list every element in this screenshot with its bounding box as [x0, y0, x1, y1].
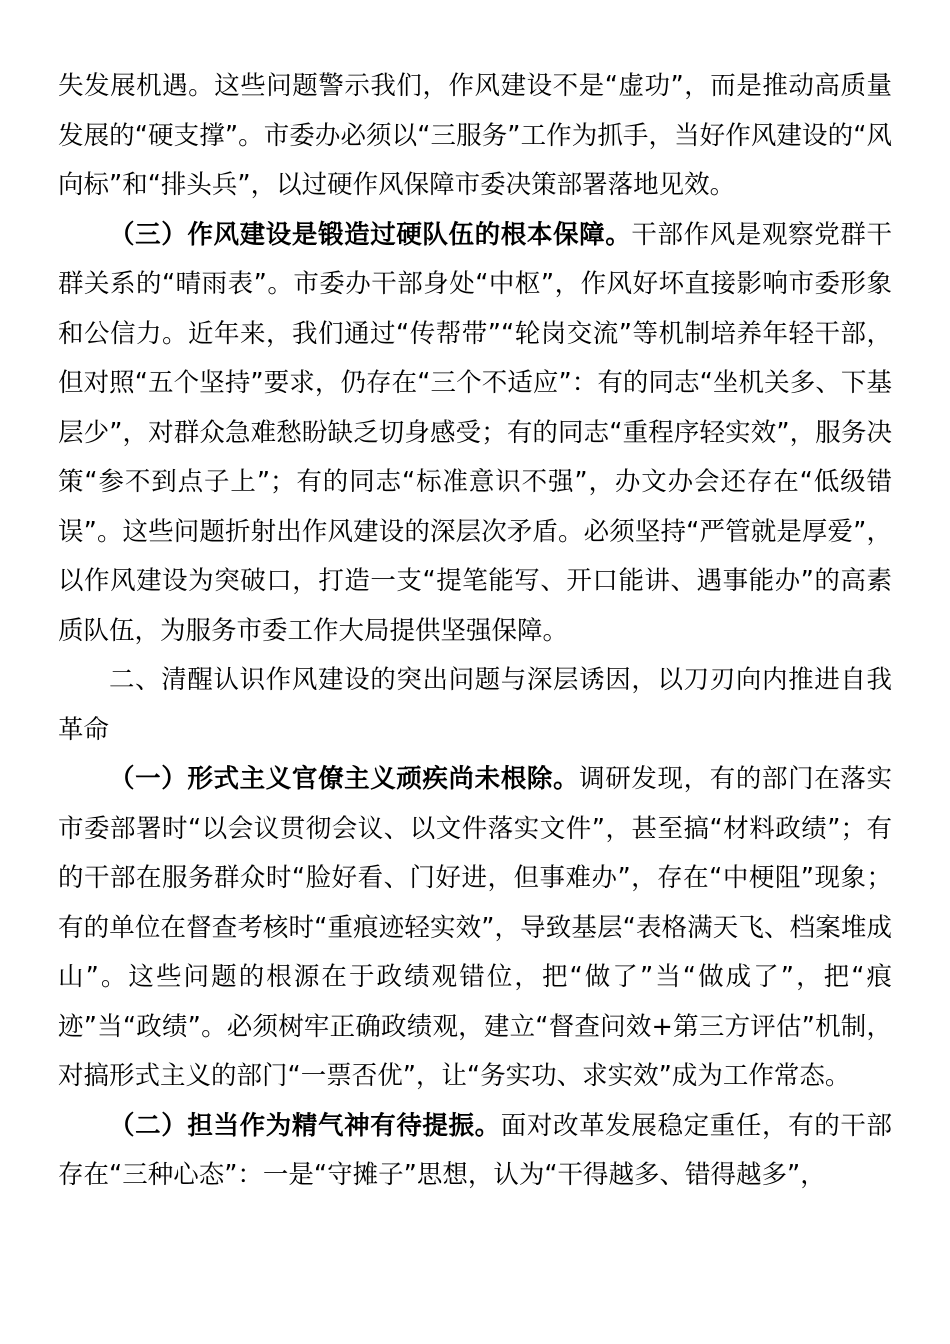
- paragraph-text: 调研发现，有的部门在落实市委部署时“以会议贯彻会议、以文件落实文件”，甚至搞“材料政绩”；有的干部在服务群众时“脸好看、门好进，但事难办”，存在“中梗阻”现象；有的单位在督查考核时“重痕迹轻实效”，导致基层“表格满天飞、档案堆成山”。这些问题的根源在于政绩观错位，把“做了”当“做成了”，把“痕迹”当“政绩”。必须树牢正确政绩观，建立“督查问效+第三方评估”机制，对搞形式主义的部门“一票否优”，让“务实功、求实效”成为工作常态。: [58, 764, 892, 1091]
- section-heading: [58, 656, 892, 755]
- document-page: [58, 62, 892, 1201]
- subsection-heading: （二）担当作为精气神有待提振。: [109, 1110, 501, 1141]
- paragraph-text: 干部作风是观察党群干群关系的“晴雨表”。市委办干部身处“中枢”，作风好坏直接影响市委形象和公信力。近年来，我们通过“传帮带”“轮岗交流”等机制培养年轻干部，但对照“五个坚持”要求，仍存在“三个不适应”：有的同志“坐机关多、下基层少”，对群众急难愁盼缺乏切身感受；有的同志“重程序轻实效”，服务决策“参不到点子上”；有的同志“标准意识不强”，办文办会还存在“低级错误”。这些问题折射出作风建设的深层次矛盾。必须坚持“严管就是厚爱”，以作风建设为突破口，打造一支“提笔能写、开口能讲、遇事能办”的高素质队伍，为服务市委工作大局提供坚强保障。: [58, 219, 892, 646]
- paragraph-text: 面对改革发展稳定重任，有的干部存在“三种心态”：一是“守摊子”思想，认为“干得越多、错得越多”，: [58, 1110, 892, 1190]
- paragraph-2: [58, 211, 892, 657]
- paragraph-1: [58, 62, 892, 211]
- subsection-heading: （三）作风建设是锻造过硬队伍的根本保障。: [109, 219, 632, 250]
- paragraph-text: 失发展机遇。这些问题警示我们，作风建设不是“虚功”，而是推动高质量发展的“硬支撑”。市委办必须以“三服务”工作为抓手，当好作风建设的“风向标”和“排头兵”，以过硬作风保障市委决策部署落地见效。: [58, 71, 892, 200]
- paragraph-4: [58, 755, 892, 1102]
- paragraph-5: [58, 1102, 892, 1201]
- section-heading-text: 二、清醒认识作风建设的突出问题与深层诱因，以刀刃向内推进自我革命: [58, 665, 892, 745]
- subsection-heading: （一）形式主义官僚主义顽疾尚未根除。: [109, 764, 580, 794]
